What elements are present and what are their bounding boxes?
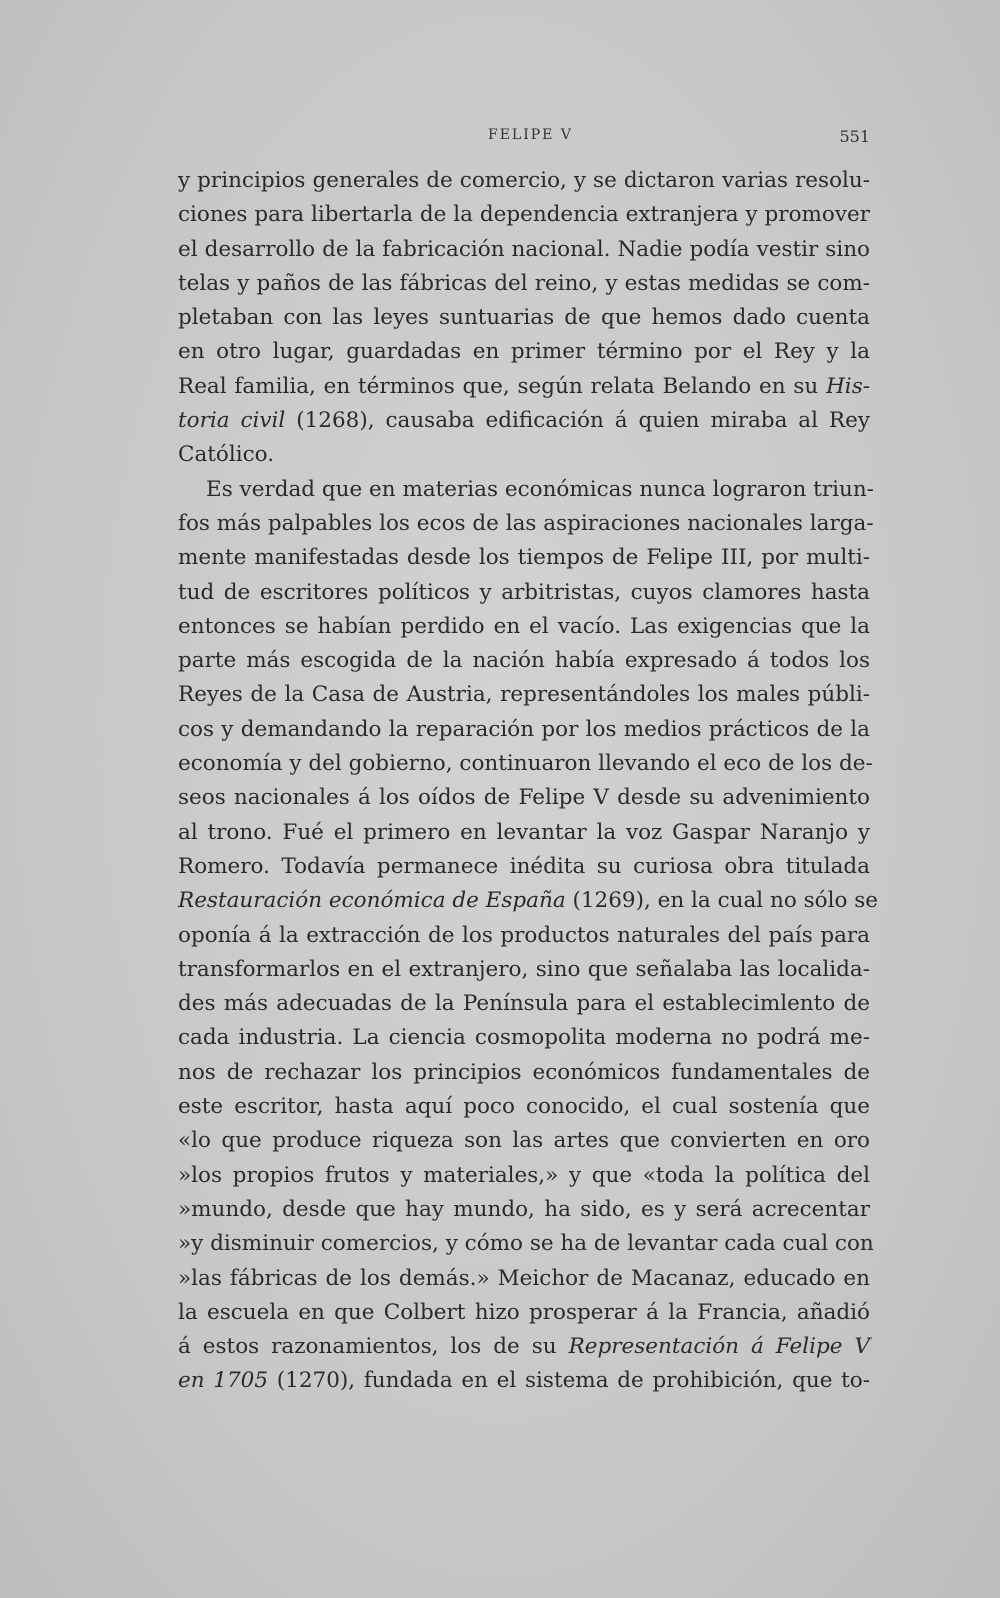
text-segment: »los propios frutos y materiales,» y que «toda la política del xyxy=(178,1162,870,1188)
text-segment: al trono. Fué el primero en levantar la voz Gaspar Naranjo y xyxy=(178,819,870,845)
text-line xyxy=(178,610,870,644)
text-line xyxy=(178,576,870,610)
text-segment: Real familia, en términos que, según relata Belando en su xyxy=(178,373,827,399)
text-line xyxy=(178,507,874,541)
text-segment: este escritor, hasta aquí poco conocido, el cual sostenía que xyxy=(178,1094,870,1120)
text-line xyxy=(178,678,870,712)
text-line xyxy=(178,301,870,335)
italic-title: Restauración económica de España xyxy=(178,888,566,914)
text-segment: y principios generales de comercio, y se dictaron varias resolu- xyxy=(178,168,870,193)
text-segment: entonces se habían perdido en el vacío. Las exigencias que la xyxy=(178,613,870,639)
text-line xyxy=(178,644,870,678)
text-segment: en otro lugar, guardadas en primer término por el Rey y la xyxy=(178,339,870,365)
text-segment: Romero. Todavía permanece inédita su curiosa obra titulada xyxy=(178,853,870,879)
text-line xyxy=(178,884,878,918)
text-line xyxy=(178,953,870,987)
body-text xyxy=(178,164,878,1399)
text-line xyxy=(178,541,870,575)
text-line xyxy=(178,1021,870,1055)
text-line xyxy=(178,233,870,267)
text-line xyxy=(178,1262,870,1296)
text-line xyxy=(178,1193,870,1227)
text-segment: Reyes de la Casa de Austria, representándoles los males públi- xyxy=(178,682,870,708)
text-line xyxy=(178,747,873,781)
text-line xyxy=(178,987,870,1021)
text-line xyxy=(178,713,870,747)
text-line xyxy=(178,1296,870,1330)
page-number: 551 xyxy=(839,127,870,146)
text-segment: (1270), fundada en el sistema de prohibición, que to- xyxy=(268,1368,871,1394)
text-line xyxy=(178,164,870,198)
text-line xyxy=(178,438,870,472)
italic-title: en 1705 xyxy=(178,1368,269,1394)
text-segment: pletaban con las leyes suntuarias de que hemos dado cuenta xyxy=(178,305,870,331)
text-line xyxy=(178,919,870,953)
text-segment: (1269), en la cual no sólo se xyxy=(565,888,878,914)
text-segment: á estos razonamientos, los de su xyxy=(178,1334,569,1360)
italic-title: His- xyxy=(826,373,870,399)
italic-title: Representación á Felipe V xyxy=(568,1334,870,1360)
text-segment: des más adecuadas de la Península para el establecimlento de xyxy=(178,991,870,1017)
running-header xyxy=(178,127,870,151)
text-line xyxy=(178,335,870,369)
text-segment: el desarrollo de la fabricación nacional. Nadie podía vestir sino xyxy=(178,236,870,262)
text-segment: seos nacionales á los oídos de Felipe V desde su advenimiento xyxy=(178,785,870,811)
text-line xyxy=(178,267,870,301)
text-line xyxy=(178,370,870,404)
italic-title: toria civil xyxy=(178,408,286,434)
text-line xyxy=(178,1159,870,1193)
text-segment: fos más palpables los ecos de las aspiraciones nacionales larga- xyxy=(178,510,874,536)
text-segment: parte más escogida de la nación había expresado á todos los xyxy=(178,648,870,674)
text-segment: economía y del gobierno, continuaron llevando el eco de los de- xyxy=(178,751,873,777)
text-segment: oponía á la extracción de los productos naturales del país para xyxy=(178,922,870,948)
text-segment: Católico. xyxy=(178,442,275,468)
text-segment: (1268), causaba edificación á quien miraba al Rey xyxy=(285,408,870,434)
text-segment: transformarlos en el extranjero, sino que señalaba las localida- xyxy=(178,956,870,982)
text-line xyxy=(178,1090,870,1124)
text-segment: la escuela en que Colbert hizo prosperar á la Francia, añadió xyxy=(178,1299,870,1325)
text-segment: cos y demandando la reparación por los medios prácticos de la xyxy=(178,716,870,742)
text-line xyxy=(178,198,870,232)
text-line xyxy=(178,816,870,850)
text-line xyxy=(178,1364,870,1398)
text-segment: telas y paños de las fábricas del reino, y estas medidas se com- xyxy=(178,270,870,296)
text-segment: tud de escritores políticos y arbitristas, cuyos clamores hasta xyxy=(178,579,870,605)
text-line xyxy=(178,850,870,884)
text-line xyxy=(178,1227,874,1261)
text-line xyxy=(178,404,870,438)
text-line xyxy=(178,1330,870,1364)
text-segment: »mundo, desde que hay mundo, ha sido, es y será acrecentar xyxy=(178,1196,870,1222)
text-segment: »y disminuir comercios, y cómo se ha de levantar cada cual con xyxy=(178,1231,874,1257)
running-title: FELIPE V xyxy=(488,127,573,143)
text-segment: «lo que produce riqueza son las artes que convierten en oro xyxy=(178,1128,870,1154)
text-segment: ciones para libertarla de la dependencia extranjera y promover xyxy=(178,202,870,228)
text-segment: »las fábricas de los demás.» Meichor de Macanaz, educado en xyxy=(178,1265,870,1291)
text-line xyxy=(178,1056,870,1090)
text-line xyxy=(178,1124,870,1158)
text-line xyxy=(178,473,874,507)
text-segment: Es verdad que en materias económicas nunca lograron triun- xyxy=(206,476,874,502)
text-segment: mente manifestadas desde los tiempos de Felipe III, por multi- xyxy=(178,545,870,571)
text-segment: nos de rechazar los principios económicos fundamentales de xyxy=(178,1059,870,1085)
text-segment: cada industria. La ciencia cosmopolita moderna no podrá me- xyxy=(178,1025,870,1051)
text-line xyxy=(178,781,870,815)
